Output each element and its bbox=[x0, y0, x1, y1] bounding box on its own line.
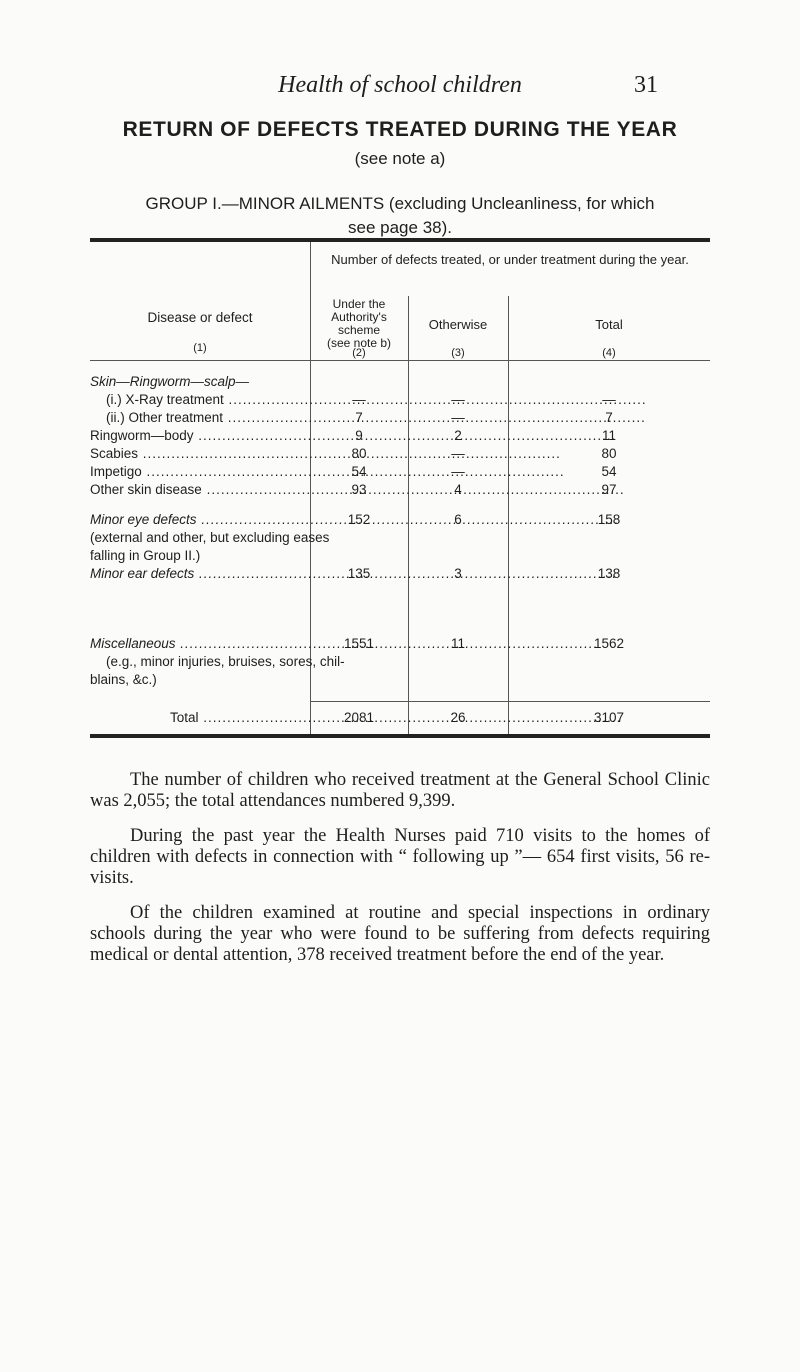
table-row bbox=[90, 512, 710, 530]
cell-c4: 138 bbox=[597, 566, 621, 581]
row-label: Other skin disease ..... bbox=[90, 482, 305, 497]
cell-c3: 2 bbox=[454, 428, 462, 443]
row-label: (external and other, but excluding eases bbox=[90, 530, 330, 545]
col2-header-line-4: (see note b) bbox=[326, 336, 392, 350]
col2-header-line-3: scheme bbox=[337, 323, 381, 337]
paragraph: During the past year the Health Nurses paid 710 visits to the homes of children with defects in connection with “ following up ”— 654 first visits, 56 re-visits. bbox=[90, 826, 710, 888]
cell-c4: 1562 bbox=[593, 636, 625, 651]
heading-note: (see note a) bbox=[354, 149, 446, 168]
cell-c4: 97 bbox=[601, 482, 617, 497]
table-row bbox=[90, 392, 710, 410]
running-head bbox=[0, 72, 800, 102]
running-head-title: Health of school children bbox=[278, 72, 522, 98]
cell-c2: 80 bbox=[351, 446, 367, 461]
page-heading: RETURN OF DEFECTS TREATED DURING THE YEAR bbox=[122, 118, 678, 141]
paragraph: The number of children who received treatment at the General School Clinic was 2,055; the total attendances numbered 9,399. bbox=[90, 770, 710, 811]
cell-c2: 54 bbox=[351, 464, 367, 479]
group-caption bbox=[0, 192, 800, 240]
row-label: Minor eye defects ..... bbox=[90, 512, 305, 527]
row-label: Total ..... bbox=[170, 710, 305, 725]
group-caption-line-1: GROUP I.—MINOR AILMENTS (excluding Uncleanliness, for which bbox=[145, 194, 655, 213]
group-caption-line-2: see page 38). bbox=[348, 218, 452, 237]
cell-c4: 11 bbox=[601, 428, 616, 443]
span-header: Number of defects treated, or under treatment during the year. bbox=[331, 252, 689, 267]
total-rule bbox=[310, 701, 710, 702]
table-row bbox=[90, 530, 710, 548]
table-row bbox=[90, 410, 710, 428]
row-label: (i.) X-Ray treatment ..... bbox=[106, 392, 305, 407]
col2-header-line-1: Under the bbox=[332, 297, 386, 311]
header-rule bbox=[90, 360, 710, 361]
table-row bbox=[90, 464, 710, 482]
col1-header: Disease or defect bbox=[147, 310, 253, 325]
cell-c2: 2081 bbox=[343, 710, 375, 725]
cell-c3: 4 bbox=[454, 482, 462, 497]
cell-c2: 93 bbox=[351, 482, 367, 497]
row-label: Scabies ..... bbox=[90, 446, 305, 461]
defects-table bbox=[90, 238, 710, 738]
table-row bbox=[90, 548, 710, 566]
table-row-total bbox=[90, 710, 710, 728]
row-label: Minor ear defects ..... bbox=[90, 566, 305, 581]
cell-c2: 7 bbox=[355, 410, 363, 425]
table-row bbox=[90, 672, 710, 690]
cell-c2: 135 bbox=[347, 566, 371, 581]
cell-c3: — bbox=[451, 446, 465, 461]
cell-c3: — bbox=[451, 464, 465, 479]
row-label: Miscellaneous ..... bbox=[90, 636, 305, 651]
table-top-rule bbox=[90, 238, 710, 242]
table-row bbox=[90, 428, 710, 446]
cell-c2: 9 bbox=[355, 428, 363, 443]
row-label: Impetigo ..... bbox=[90, 464, 305, 479]
table-row bbox=[90, 482, 710, 500]
table-bottom-rule bbox=[90, 734, 710, 738]
row-label: Ringworm—body ..... bbox=[90, 428, 305, 443]
cell-c4: — bbox=[602, 392, 616, 407]
cell-c3: 3 bbox=[454, 566, 462, 581]
row-label bbox=[90, 374, 305, 389]
paragraph: Of the children examined at routine and special inspections in ordinary schools during the year who were found to be suffering from defects requiring medical or dental attention, 378 received treatment before the end of the year. bbox=[90, 903, 710, 965]
col1-number: (1) bbox=[193, 342, 207, 354]
cell-c3: 11 bbox=[450, 636, 465, 651]
skin-category-label: Skin—Ringworm—scalp— bbox=[90, 374, 250, 389]
row-label: blains, &c.) bbox=[90, 672, 157, 687]
table-row bbox=[90, 654, 710, 672]
row-label: falling in Group II.) bbox=[90, 548, 201, 563]
cell-c2: 1551 bbox=[343, 636, 375, 651]
cell-c4: 7 bbox=[605, 410, 613, 425]
col2-number: (2) bbox=[352, 347, 366, 359]
cell-c4: 3107 bbox=[593, 710, 625, 725]
cell-c3: 26 bbox=[450, 710, 466, 725]
table-row bbox=[90, 566, 710, 584]
cell-c3: — bbox=[451, 392, 465, 407]
col3-header: Otherwise bbox=[428, 317, 488, 332]
table-row bbox=[90, 446, 710, 464]
row-label: (e.g., minor injuries, bruises, sores, chil- bbox=[106, 654, 345, 669]
cell-c3: — bbox=[451, 410, 465, 425]
col2-header bbox=[310, 298, 408, 350]
cell-c4: 80 bbox=[601, 446, 617, 461]
body-text bbox=[90, 770, 710, 980]
col2-header-line-2: Authority's bbox=[331, 310, 387, 324]
col4-number: (4) bbox=[602, 347, 616, 359]
col4-header: Total bbox=[595, 317, 623, 332]
page-number: 31 bbox=[634, 72, 658, 98]
cell-c2: 152 bbox=[347, 512, 371, 527]
cell-c4: 54 bbox=[601, 464, 617, 479]
table-row bbox=[90, 636, 710, 654]
row-label: (ii.) Other treatment ..... bbox=[106, 410, 305, 425]
col3-number: (3) bbox=[451, 347, 465, 359]
cell-c2: — bbox=[352, 392, 366, 407]
cell-c3: 6 bbox=[454, 512, 462, 527]
cell-c4: 158 bbox=[597, 512, 621, 527]
table-row bbox=[90, 374, 710, 392]
